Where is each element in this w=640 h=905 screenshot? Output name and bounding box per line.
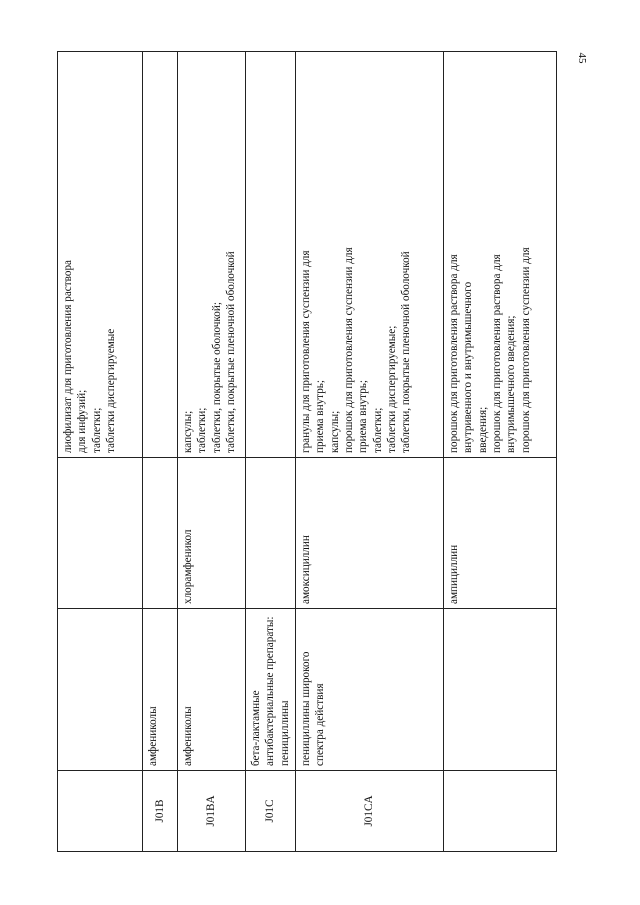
dosage-form-line: порошок для приготовления раствора для — [490, 254, 503, 453]
dosage-forms-cell — [295, 52, 443, 458]
atc-code-cell: J01B — [143, 771, 178, 852]
group-name-cell: бета-лактамные антибактериальные препараты: пенициллины — [246, 609, 296, 771]
substance-cell — [246, 458, 296, 609]
dosage-form-line: для инфузий; — [76, 389, 89, 453]
table-row — [443, 52, 556, 852]
dosage-form-line: приема внутрь; — [357, 380, 370, 453]
table-row — [58, 52, 143, 852]
dosage-form-line: таблетки диспергируемые; — [385, 325, 398, 453]
group-name-cell — [58, 609, 143, 771]
substance-cell — [58, 458, 143, 609]
dosage-form-line: таблетки, покрытые оболочкой; — [210, 302, 223, 453]
dosage-forms-cell — [58, 52, 143, 458]
dosage-form-line: таблетки; — [371, 407, 384, 453]
dosage-form-line: введения; — [476, 406, 489, 453]
dosage-form-line: порошок для приготовления суспензии для — [519, 247, 532, 453]
substance-cell: хлорамфеникол — [178, 458, 246, 609]
dosage-form-line: таблетки, покрытые пленочной оболочкой — [224, 251, 237, 453]
dosage-form-line: капсулы; — [328, 410, 341, 453]
dosage-form-line: внутривенного и внутримышечного — [462, 281, 475, 453]
substance-cell: ампициллин — [443, 458, 556, 609]
table-row — [295, 52, 443, 852]
drug-classification-table — [57, 51, 557, 852]
dosage-form-line: лиофилизат для приготовления раствора — [62, 260, 74, 453]
dosage-form-line: порошок для приготовления раствора для — [447, 254, 460, 453]
table-row — [143, 52, 178, 852]
group-name-cell — [443, 609, 556, 771]
substance-cell: амоксициллин — [295, 458, 443, 609]
group-name-cell: амфениколы — [178, 609, 246, 771]
drug-table-wrapper — [57, 52, 554, 852]
atc-code-cell: J01BA — [178, 771, 246, 852]
dosage-forms-cell — [443, 52, 556, 458]
atc-code-cell — [443, 771, 556, 852]
dosage-form-line: внутримышечного введения; — [505, 315, 518, 453]
dosage-form-line: таблетки, покрытые пленочной оболочкой — [400, 251, 413, 453]
atc-code-cell — [58, 771, 143, 852]
dosage-forms-cell — [143, 52, 178, 458]
dosage-form-line: капсулы; — [182, 410, 194, 453]
dosage-form-line: таблетки; — [196, 407, 209, 453]
page-number: 45 — [576, 52, 588, 64]
dosage-form-line: гранулы для приготовления суспензии для — [299, 250, 312, 453]
atc-code-cell: J01CA — [295, 771, 443, 852]
group-name-cell: амфениколы — [143, 609, 178, 771]
table-row — [246, 52, 296, 852]
dosage-forms-cell — [246, 52, 296, 458]
table-row — [178, 52, 246, 852]
dosage-form-line: таблетки; — [90, 407, 103, 453]
dosage-forms-cell — [178, 52, 246, 458]
substance-cell — [143, 458, 178, 609]
atc-code-cell: J01C — [246, 771, 296, 852]
dosage-form-line: таблетки диспергируемые — [104, 328, 117, 453]
rotated-table-container — [57, 52, 554, 852]
group-name-cell: пенициллины широкого спектра действия — [295, 609, 443, 771]
dosage-form-line: порошок для приготовления суспензии для — [342, 247, 355, 453]
dosage-form-line: приема внутрь; — [314, 380, 327, 453]
